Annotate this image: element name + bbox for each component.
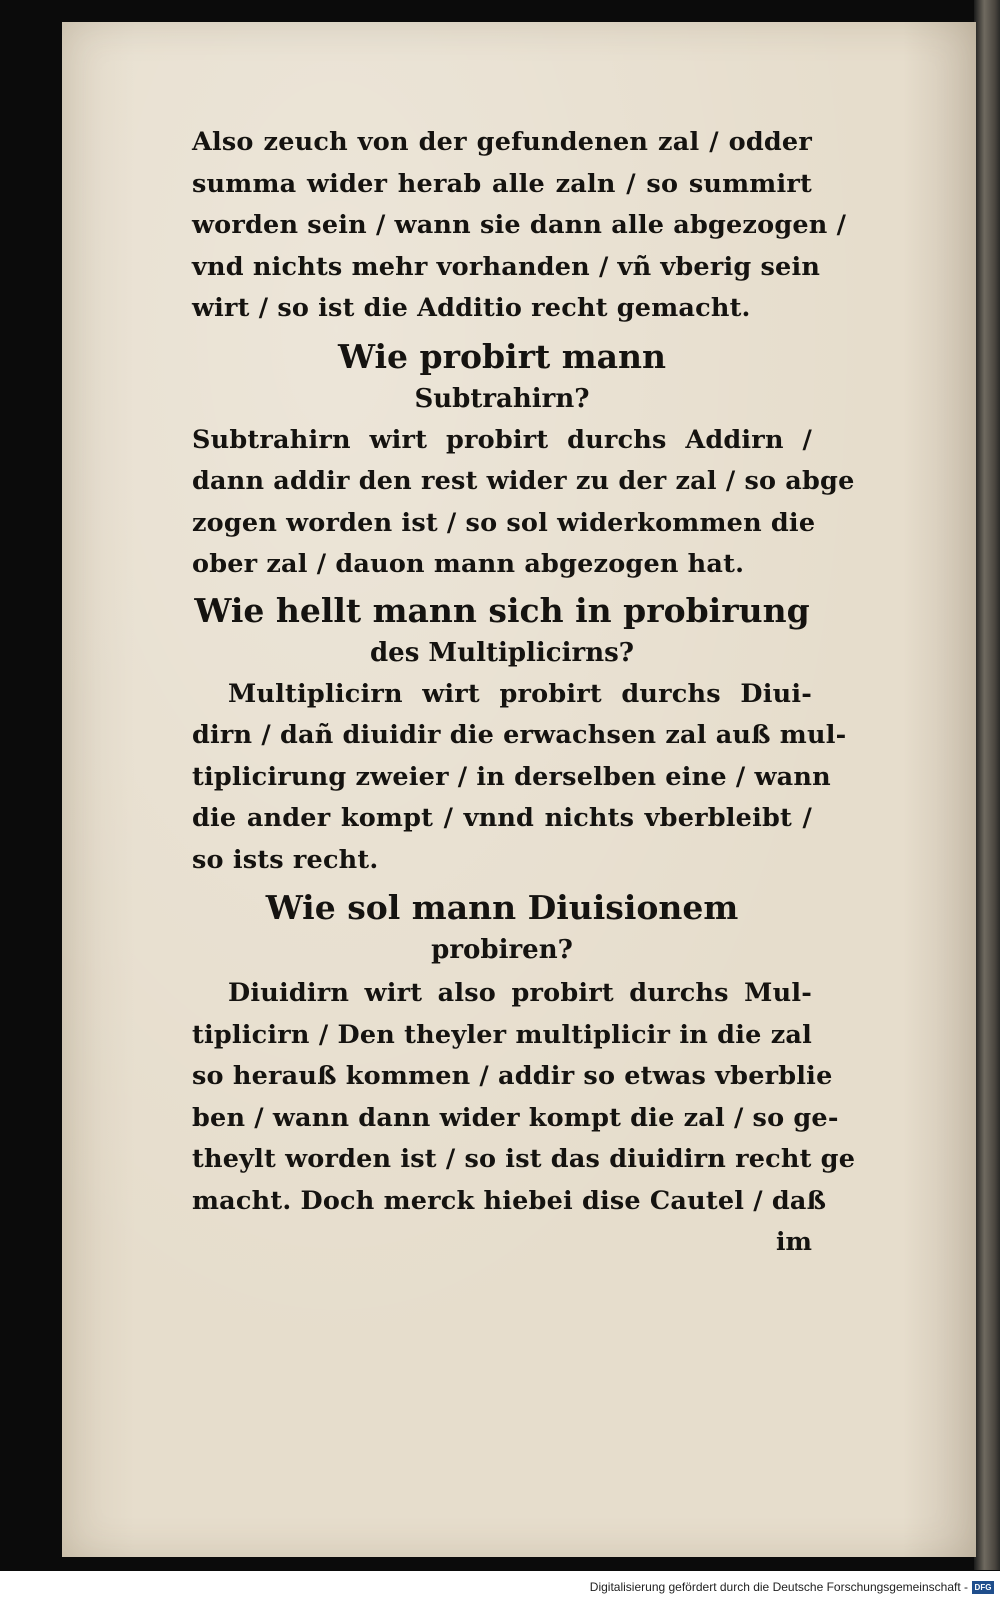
- heading-main: Wie hellt mann sich in probirung: [194, 590, 810, 630]
- text-line: so ists recht.: [192, 844, 379, 875]
- text-line: Also zeuch von der gefundenen zal / odder: [192, 127, 812, 157]
- text-line: tiplicirung zweier / in derselben eine / wann: [192, 761, 831, 792]
- text-line: so herauß kommen / addir so etwas vberblie: [192, 1061, 833, 1091]
- text-line: dann addir den rest wider zu der zal / so abge: [192, 466, 855, 496]
- heading-sub: Subtrahirn?: [414, 383, 590, 414]
- catchword: im: [776, 1227, 812, 1256]
- footer-credit: Digitalisierung gefördert durch die Deutsche Forschungsgemeinschaft -: [589, 1580, 968, 1594]
- heading-sub: des Multiplicirns?: [370, 637, 634, 668]
- page-text-block: [192, 122, 856, 1262]
- text-line: die ander kompt / vnnd nichts vberbleibt /: [192, 803, 812, 833]
- text-line: theylt worden ist / so ist das diuidirn recht ge: [192, 1144, 856, 1174]
- text-line: tiplicirn / Den theyler multiplicir in die zal: [192, 1019, 812, 1050]
- text-line: dirn / dañ diuidir die erwachsen zal auß mul-: [192, 720, 847, 750]
- text-line: wirt / so ist die Additio recht gemacht.: [192, 293, 751, 323]
- text-line: summa wider herab alle zaln / so summirt: [192, 168, 812, 199]
- text-line: zogen worden ist / so sol widerkommen die: [192, 507, 816, 538]
- heading-main: Wie sol mann Diuisionem: [265, 888, 739, 927]
- text-line: Multiplicirn wirt probirt durchs Diui-: [228, 678, 812, 709]
- paragraph-multiplication-proof: [192, 674, 847, 882]
- heading-subtraction: [192, 334, 812, 418]
- heading-multiplication: [192, 588, 812, 672]
- text-line: macht. Doch merck hiebei dise Cautel / daß: [192, 1185, 827, 1216]
- text-line: Subtrahirn wirt probirt durchs Addirn /: [192, 424, 812, 455]
- heading-division: [192, 885, 812, 969]
- text-line: ober zal / dauon mann abgezogen hat.: [192, 549, 745, 579]
- paragraph-addition-proof: [192, 122, 847, 330]
- dfg-logo-icon: DFG: [972, 1581, 994, 1594]
- digitization-footer: [0, 1571, 1000, 1599]
- paragraph-division-proof: [192, 973, 856, 1222]
- paragraph-subtraction-proof: [192, 420, 855, 586]
- text-line: ben / wann dann wider kompt die zal / so ge-: [192, 1102, 839, 1133]
- heading-sub: probiren?: [431, 935, 573, 965]
- book-edge: [974, 0, 1000, 1570]
- text-line: worden sein / wann sie dann alle abgezogen /: [192, 210, 847, 240]
- heading-main: Wie probirt mann: [338, 336, 666, 376]
- text-line: Diuidirn wirt also probirt durchs Mul-: [228, 978, 812, 1008]
- text-line: vnd nichts mehr vorhanden / vñ vberig sein: [192, 251, 821, 282]
